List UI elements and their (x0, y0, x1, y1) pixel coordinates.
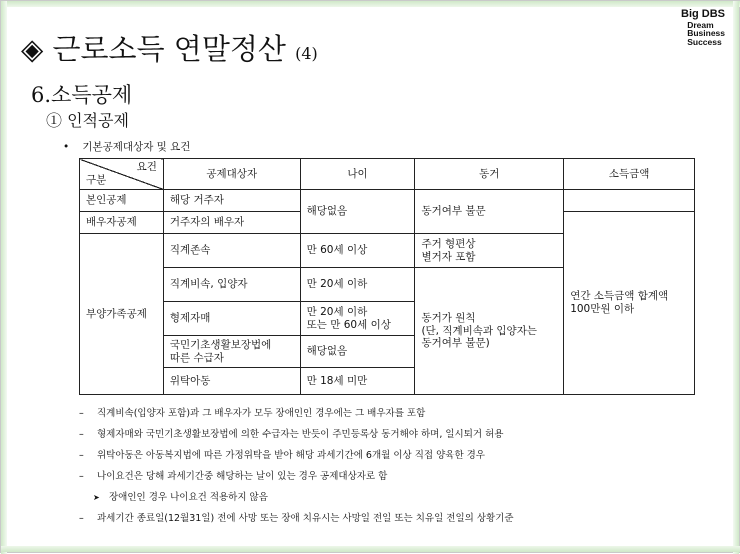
target-ascendant: 직계존속 (163, 234, 300, 268)
target-spouse: 거주자의 배우자 (163, 212, 300, 234)
cohabitation-rule-cell (415, 268, 564, 395)
target-foster-child: 위탁아동 (163, 368, 300, 395)
note-text: 위탁아동은 아동복지법에 따른 가정위탁을 받아 해당 과세기간에 6개월 이상 직접 양육한 경우 (97, 450, 485, 461)
deduction-table (79, 158, 695, 395)
frame-bottom (1, 546, 740, 552)
frame-top (1, 1, 740, 7)
cohab-line1: 주거 형편상 (421, 237, 476, 250)
notes-list (79, 403, 514, 529)
list-item (79, 466, 514, 487)
brand-line3: Success (687, 37, 722, 48)
age-cell: 해당없음 (300, 336, 415, 368)
header-age: 나이 (300, 159, 415, 190)
age-cell: 해당없음 (300, 190, 415, 234)
header-corner-cell (80, 159, 164, 190)
note-text: 나이요건은 당해 과세기간중 해당하는 날이 있는 경우 공제대상자로 함 (97, 471, 388, 482)
brand-line2: Business (687, 28, 725, 39)
dash-icon: – (79, 513, 84, 524)
table-row (80, 190, 695, 212)
section-heading: 6.소득공제 (31, 83, 133, 107)
target-descendant: 직계비속, 입양자 (163, 268, 300, 302)
dash-icon: – (79, 471, 84, 482)
header-target: 공제대상자 (163, 159, 300, 190)
list-item (79, 487, 514, 508)
note-text: 직계비속(입양자 포함)과 그 배우자가 모두 장애인인 경우에는 그 배우자를 포함 (97, 408, 426, 419)
header-corner-bottom: 구분 (86, 174, 107, 187)
frame-left (1, 1, 7, 554)
list-item (79, 508, 514, 529)
age-line1: 만 20세 이하 (306, 305, 368, 318)
brand-name: Big DBS (681, 8, 725, 20)
target-recipient (163, 336, 300, 368)
cohab-rule-line3: 동거여부 불문) (421, 337, 490, 350)
age-cell: 만 60세 이상 (300, 234, 415, 268)
group-self: 본인공제 (80, 190, 164, 212)
group-dependent: 부양가족공제 (80, 234, 164, 395)
dash-icon: – (79, 429, 84, 440)
bullet-text: 기본공제대상자 및 요건 (82, 141, 191, 153)
note-text: 과세기간 종료일(12월31일) 전에 사망 또는 장애 치유시는 사망일 전일 또는 치유일 전일의 상황기준 (97, 513, 514, 524)
frame-right (733, 1, 739, 554)
note-text: 장애인인 경우 나이요건 적용하지 않음 (109, 492, 268, 503)
cohab-rule-line2: (단, 직계비속과 입양자는 (421, 324, 537, 337)
brand-logo (673, 9, 725, 47)
note-text: 형제자매와 국민기초생활보장법에 의한 수급자는 반듯이 주민등록상 동거해야 하며, 일시퇴거 허용 (97, 429, 504, 440)
income-line2: 100만원 이하 (570, 303, 635, 315)
table-header-row (80, 159, 695, 190)
cohab-line2: 별거자 포함 (421, 250, 476, 263)
income-cell (564, 212, 695, 395)
diamond-icon: ◈ (21, 32, 44, 66)
income-cell-empty (564, 190, 695, 212)
page-title (21, 27, 318, 68)
title-text: 근로소득 연말정산 (52, 32, 286, 66)
subsection-heading: ① 인적공제 (46, 111, 129, 130)
header-income: 소득금액 (564, 159, 695, 190)
list-item (79, 424, 514, 445)
cohabitation-cell (415, 234, 564, 268)
group-spouse: 배우자공제 (80, 212, 164, 234)
age-cell: 만 20세 이하 (300, 268, 415, 302)
income-line1: 연간 소득금액 합계액 (570, 290, 669, 303)
target-sibling: 형제자매 (163, 302, 300, 336)
bullet-icon: • (63, 141, 70, 153)
bullet-heading (63, 139, 190, 154)
target-line1: 국민기초생활보장법에 (169, 338, 272, 351)
age-line2: 또는 만 60세 이상 (306, 318, 391, 331)
arrow-icon: ➤ (93, 493, 100, 502)
dash-icon: – (79, 408, 84, 419)
list-item (79, 445, 514, 466)
dash-icon: – (79, 450, 84, 461)
brand-line1: Dream (687, 19, 714, 30)
cohab-rule-line1: 동거가 원칙 (421, 312, 476, 325)
header-corner-top: 요건 (136, 161, 157, 173)
age-cell (300, 302, 415, 336)
target-self: 해당 거주자 (163, 190, 300, 212)
cohabitation-cell: 동거여부 불문 (415, 190, 564, 234)
target-line2: 따른 수급자 (169, 351, 224, 364)
header-cohabitation: 동거 (415, 159, 564, 190)
title-suffix: (4) (295, 44, 318, 63)
list-item (79, 403, 514, 424)
age-cell: 만 18세 미만 (300, 368, 415, 395)
